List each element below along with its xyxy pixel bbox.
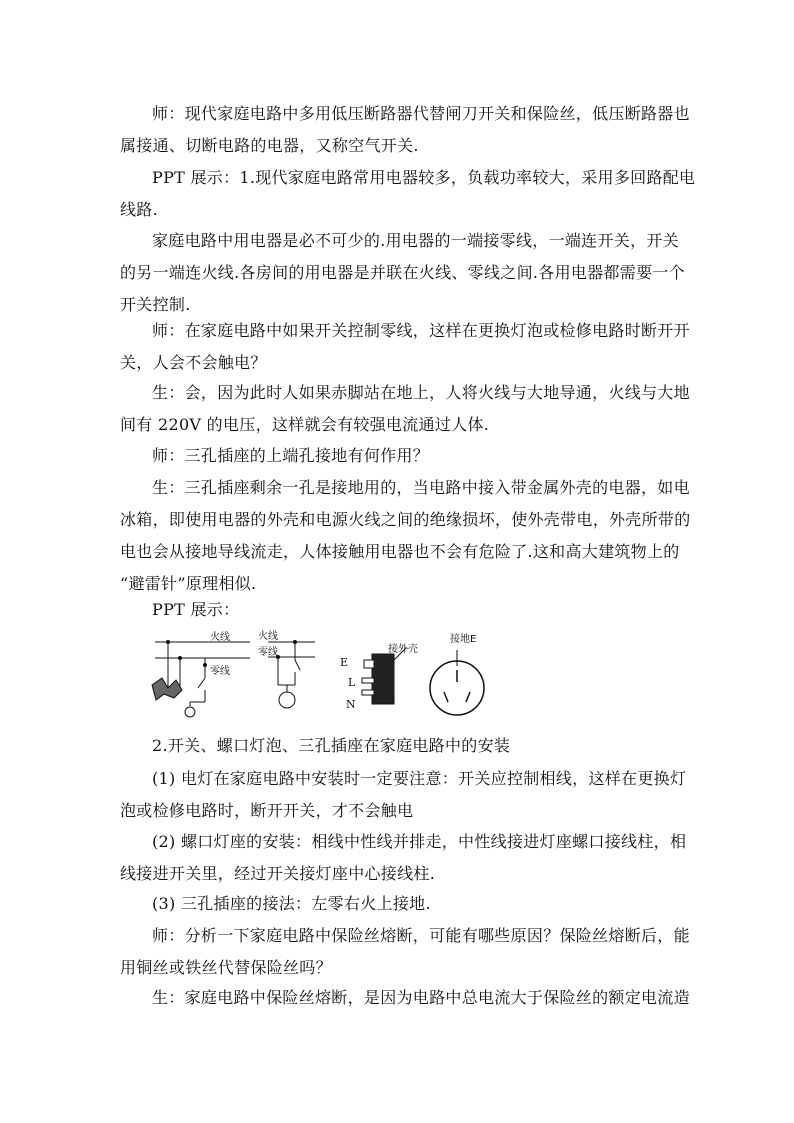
diagram-three-pin-plug [362, 648, 406, 704]
paragraph-line: 生：会，因为此时人如果赤脚站在地上，人将火线与大地导通，火线与大地 [152, 383, 690, 402]
paragraph-line: 师：现代家庭电路中多用低压断路器代替闸刀开关和保险丝，低压断路器也 [152, 104, 690, 123]
paragraph-line: 生：三孔插座剩余一孔是接地用的，当电路中接入带金属外壳的电器，如电 [152, 478, 690, 497]
paragraph-line: 线接进开关里，经过开关接灯座中心接线柱. [120, 864, 436, 883]
paragraph-12 [120, 888, 677, 920]
paragraph-14 [120, 982, 690, 1014]
paragraph-line: (2) 螺口灯座的安装：相线中性线并排走，中性线接进灯座螺口接线柱，相 [152, 832, 687, 851]
paragraph-10 [120, 763, 687, 827]
paragraph-line: 师：在家庭电路中如果开关控制零线，这样在更换灯泡或检修电路时断开开 [152, 321, 690, 340]
circuit-figure [150, 630, 490, 720]
paragraph-line: 间有 220V 的电压，这样就会有较强电流通过人体. [120, 415, 490, 434]
paragraph-line: 2.开关、螺口灯泡、三孔插座在家庭电路中的安装 [152, 736, 511, 755]
label-pin-e: E [340, 656, 349, 669]
paragraph-9 [120, 730, 677, 762]
paragraph-line: 电也会从接地导线流走，人体接触用电器也不会有危险了.这和高大建筑物上的 [120, 542, 680, 561]
label-neutral-wire-2: 零线 [258, 647, 278, 658]
paragraph-8 [120, 594, 677, 626]
paragraph-11 [120, 826, 687, 890]
paragraph-line: PPT 展示： [152, 600, 240, 619]
label-ground-e: 接地E [450, 634, 477, 645]
paragraph-1 [120, 98, 690, 162]
paragraph-line: (1) 电灯在家庭电路中安装时一定要注意：开关应控制相线，这样在更换灯 [152, 769, 687, 788]
label-live-wire-2: 火线 [258, 631, 278, 642]
paragraph-line: “避雷针”原理相似. [120, 574, 257, 593]
paragraph-line: 师：分析一下家庭电路中保险丝熔断，可能有哪些原因？保险丝熔断后，能 [152, 926, 690, 945]
paragraph-line: 生：家庭电路中保险丝熔断，是因为电路中总电流大于保险丝的额定电流造 [152, 988, 690, 1007]
circuit-diagrams [150, 630, 490, 720]
paragraph-line: 师：三孔插座的上端孔接地有何作用？ [152, 446, 430, 465]
paragraph-line: 冰箱，即使用电器的外壳和电源火线之间的绝缘损坏，使外壳带电，外壳所带的 [120, 510, 691, 529]
diagram-switch-on-neutral [152, 641, 250, 718]
paragraph-line: PPT 展示：1.现代家庭电路常用电器较多，负载功率较大，采用多回路配电 [152, 168, 696, 187]
paragraph-line: 开关控制. [120, 295, 191, 314]
paragraph-line: 泡或检修电路时，断开开关，才不会触电 [120, 801, 414, 820]
paragraph-13 [120, 920, 690, 984]
label-live-wire-1: 火线 [210, 632, 230, 643]
label-neutral-wire-1: 零线 [210, 666, 230, 677]
paragraph-2 [120, 162, 696, 226]
label-pin-l: L [348, 676, 356, 689]
label-pin-n: N [346, 698, 356, 711]
paragraph-line: 的另一端连火线.各房间的用电器是并联在火线、零线之间.各用电器都需要一个 [120, 263, 685, 282]
paragraph-6 [120, 440, 677, 472]
paragraph-line: (3) 三孔插座的接法：左零右火上接地. [152, 894, 431, 913]
diagram-three-hole-socket [430, 650, 484, 715]
paragraph-line: 家庭电路中用电器是必不可少的.用电器的一端接零线，一端连开关，开关 [152, 231, 679, 250]
paragraph-5 [120, 377, 690, 441]
label-to-shell: 接外壳 [388, 644, 418, 655]
paragraph-7 [120, 472, 691, 600]
paragraph-line: 关，人会不会触电？ [120, 353, 267, 372]
paragraph-line: 线路. [120, 200, 158, 219]
paragraph-3 [120, 225, 685, 321]
paragraph-line: 用铜丝或铁丝代替保险丝吗？ [120, 958, 332, 977]
paragraph-line: 属接通、切断电路的电器，又称空气开关. [120, 136, 419, 155]
paragraph-4 [120, 315, 690, 379]
